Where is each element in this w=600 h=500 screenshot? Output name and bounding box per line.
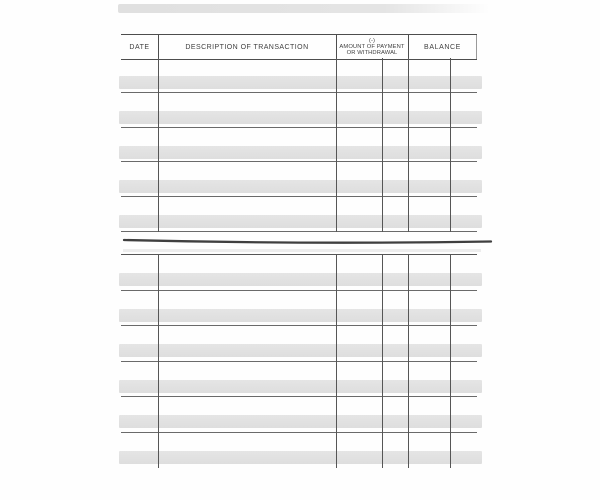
header-right-edge-line xyxy=(476,35,477,59)
row-cell-payment-cents xyxy=(382,162,408,196)
register-row xyxy=(121,362,477,398)
row-cell-balance-cents xyxy=(450,93,477,127)
row-cell-payment-cents xyxy=(382,291,408,326)
row-cell-balance xyxy=(408,58,450,92)
register-row xyxy=(121,433,477,469)
header-balance-label: BALANCE xyxy=(424,43,461,51)
page-edge-shadow xyxy=(123,249,481,252)
register-row xyxy=(121,255,477,291)
row-cell-payment-cents xyxy=(382,362,408,397)
row-cell-balance-cents xyxy=(450,162,477,196)
column-line xyxy=(382,58,383,232)
header-cell-description xyxy=(158,35,336,59)
row-cell-payment xyxy=(336,362,382,397)
header-column-line xyxy=(408,35,409,59)
row-cell-balance-cents xyxy=(450,128,477,162)
row-cell-date xyxy=(121,255,158,290)
header-cell-date xyxy=(121,35,158,59)
row-cell-balance xyxy=(408,397,450,432)
column-line xyxy=(336,58,337,232)
header-description-label: DESCRIPTION OF TRANSACTION xyxy=(185,43,309,51)
row-cell-payment-cents xyxy=(382,93,408,127)
column-line xyxy=(408,58,409,232)
row-cell-balance xyxy=(408,93,450,127)
row-cell-description xyxy=(158,58,336,92)
header-cell-payment xyxy=(336,35,408,59)
row-cell-date xyxy=(121,197,158,231)
row-cell-description xyxy=(158,162,336,196)
row-cell-payment xyxy=(336,255,382,290)
row-cell-date xyxy=(121,397,158,432)
row-cell-balance-cents xyxy=(450,362,477,397)
row-cell-description xyxy=(158,362,336,397)
header-cell-balance xyxy=(408,35,477,59)
row-cell-payment xyxy=(336,197,382,231)
row-cell-date xyxy=(121,162,158,196)
row-cell-description xyxy=(158,128,336,162)
row-cell-balance xyxy=(408,326,450,361)
row-cell-payment-cents xyxy=(382,128,408,162)
row-cell-balance xyxy=(408,362,450,397)
header-date-label: DATE xyxy=(129,43,150,51)
row-cell-payment xyxy=(336,128,382,162)
register-row xyxy=(121,162,477,197)
column-line xyxy=(450,58,451,232)
row-cell-balance xyxy=(408,197,450,231)
row-cell-balance xyxy=(408,128,450,162)
header-payment-label-line1: AMOUNT OF PAYMENT xyxy=(339,43,405,50)
row-cell-date xyxy=(121,93,158,127)
row-cell-date xyxy=(121,58,158,92)
row-cell-balance-cents xyxy=(450,326,477,361)
column-line xyxy=(382,255,383,468)
page-top-shading xyxy=(118,4,490,13)
row-cell-payment xyxy=(336,433,382,469)
row-cell-payment-cents xyxy=(382,58,408,92)
row-cell-payment xyxy=(336,397,382,432)
register-row xyxy=(121,128,477,163)
column-line xyxy=(158,255,159,468)
row-cell-payment xyxy=(336,93,382,127)
row-cell-balance-cents xyxy=(450,58,477,92)
row-cell-payment xyxy=(336,162,382,196)
register-row xyxy=(121,93,477,128)
row-cell-payment-cents xyxy=(382,433,408,469)
column-line xyxy=(450,255,451,468)
row-cell-payment xyxy=(336,58,382,92)
row-cell-date xyxy=(121,326,158,361)
row-cell-payment-cents xyxy=(382,397,408,432)
row-cell-payment xyxy=(336,291,382,326)
row-cell-balance-cents xyxy=(450,197,477,231)
row-cell-balance xyxy=(408,433,450,469)
register-section-bottom xyxy=(121,254,477,468)
row-cell-balance xyxy=(408,162,450,196)
register-row xyxy=(121,291,477,327)
header-column-line xyxy=(336,35,337,59)
row-cell-date xyxy=(121,291,158,326)
row-cell-date xyxy=(121,362,158,397)
register-row xyxy=(121,58,477,93)
row-cell-description xyxy=(158,397,336,432)
row-cell-date xyxy=(121,128,158,162)
row-cell-payment-cents xyxy=(382,255,408,290)
page-edge-line xyxy=(115,235,497,249)
header-column-line xyxy=(158,35,159,59)
row-cell-description xyxy=(158,93,336,127)
row-cell-payment xyxy=(336,326,382,361)
header-payment-label-line2: OR WITHDRAWAL xyxy=(346,50,398,57)
row-cell-description xyxy=(158,197,336,231)
row-cell-balance-cents xyxy=(450,433,477,469)
row-cell-description xyxy=(158,433,336,469)
register-row xyxy=(121,326,477,362)
row-cell-payment-cents xyxy=(382,326,408,361)
row-cell-balance xyxy=(408,291,450,326)
row-cell-date xyxy=(121,433,158,469)
register-row xyxy=(121,197,477,232)
column-line xyxy=(408,255,409,468)
row-cell-description xyxy=(158,291,336,326)
row-cell-balance-cents xyxy=(450,291,477,326)
row-cell-balance xyxy=(408,255,450,290)
row-cell-balance-cents xyxy=(450,397,477,432)
register-header xyxy=(121,34,477,60)
row-cell-description xyxy=(158,326,336,361)
column-line xyxy=(158,58,159,232)
minus-sign-label: (-) xyxy=(368,37,376,44)
column-line xyxy=(336,255,337,468)
row-cell-description xyxy=(158,255,336,290)
register-section-top xyxy=(121,58,477,232)
row-cell-payment-cents xyxy=(382,197,408,231)
register-row xyxy=(121,397,477,433)
row-cell-balance-cents xyxy=(450,255,477,290)
